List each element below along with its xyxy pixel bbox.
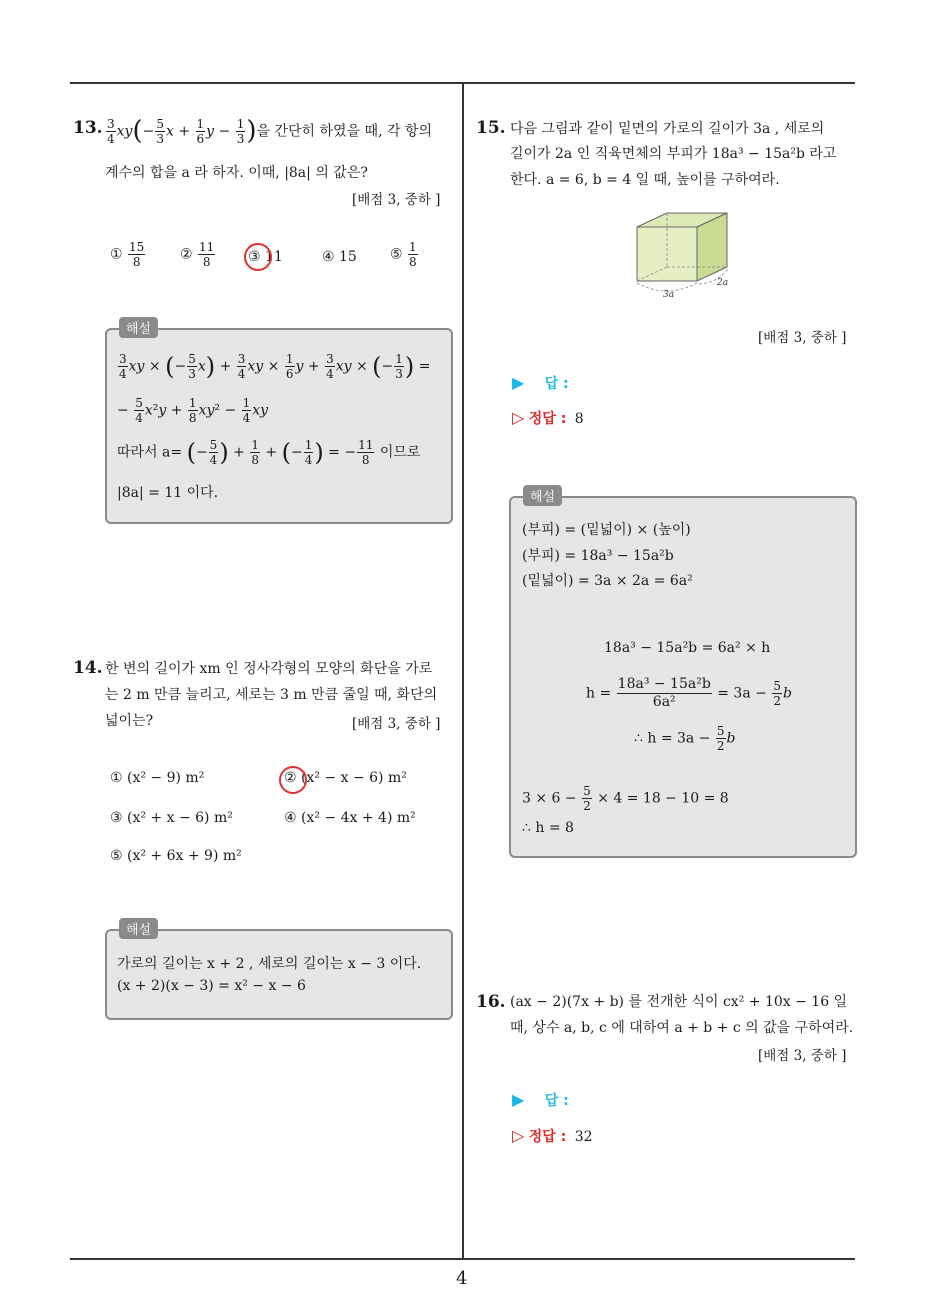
q15-correct-label: 정답 : bbox=[528, 411, 567, 427]
q15-correct-value: 8 bbox=[574, 411, 584, 427]
q13-solution-line3: 따라서 a= (− $\frac{5}{4}$ ) + $\frac{1}{8}$ + (− $\frac{1}{4}$ ) = − $\frac{11}{8}$ 이므로 bbox=[117, 438, 421, 467]
q14-solution-line2: (x + 2)(x − 3) = x² − x − 6 bbox=[117, 978, 306, 994]
q13-choice-3[interactable]: ③ 11 bbox=[248, 249, 283, 265]
q14-solution-box bbox=[105, 929, 453, 1020]
q14-score: [배점 3, 중하 ] bbox=[352, 716, 441, 732]
q13-choice-1[interactable]: ① $\frac{15}{8}$ bbox=[110, 240, 145, 269]
outline-arrow-icon: ▷ bbox=[512, 1126, 525, 1145]
q14-line1: 한 변의 길이가 xm 인 정사각형의 모양의 화단을 가로 bbox=[105, 661, 433, 677]
q14-choice-1[interactable]: ① (x² − 9) m² bbox=[110, 770, 205, 786]
q14-choice-2[interactable]: ② (x² − x − 6) m² bbox=[284, 770, 407, 786]
q15-solution-line3: (밑넓이) = 3a × 2a = 6a² bbox=[522, 573, 693, 589]
q15-solution-line8: ∴ h = 8 bbox=[522, 820, 574, 836]
q15-solution-line1: (부피) = (밑넓이) × (높이) bbox=[522, 522, 691, 538]
q16-line1: (ax − 2)(7x + b) 를 전개한 식이 cx² + 10x − 16 일 bbox=[510, 994, 848, 1010]
q13-solution-tag: 해설 bbox=[119, 317, 158, 338]
q14-solution-tag: 해설 bbox=[119, 918, 158, 939]
play-arrow-icon: ▶ bbox=[512, 1090, 525, 1109]
q15-line2: 길이가 2a 인 직육면체의 부피가 18a³ − 15a²b 라고 bbox=[510, 146, 837, 162]
q14-line2: 는 2 m 만큼 늘리고, 세로는 3 m 만큼 줄일 때, 화단의 bbox=[105, 687, 438, 703]
q15-solution-line7: 3 × 6 − $\frac{5}{2}$ × 4 = 18 − 10 = 8 bbox=[522, 784, 729, 813]
q16-answer-label: 답 : bbox=[544, 1093, 569, 1109]
q14-number: 14. bbox=[73, 658, 103, 678]
q14-choice-4[interactable]: ④ (x² − 4x + 4) m² bbox=[284, 810, 416, 826]
q13-choice-5[interactable]: ⑤ $\frac{1}{8}$ bbox=[390, 240, 417, 269]
q15-number: 15. bbox=[476, 118, 506, 138]
q13-text-tail: 을 간단히 하였을 때, 각 항의 bbox=[256, 123, 432, 140]
column-divider bbox=[462, 83, 464, 1258]
cuboid-figure bbox=[625, 205, 745, 300]
q15-solution-line2: (부피) = 18a³ − 15a²b bbox=[522, 548, 674, 564]
q16-number: 16. bbox=[476, 992, 506, 1012]
q13-solution-line1: $\frac{3}{4}$ xy × (− $\frac{5}{3}$ x) + $\frac{3}{4}$ xy × $\frac{1}{6}$ y + $\frac{3}{4}$ xy × (− $\frac{1}{3}$ ) = bbox=[119, 352, 431, 381]
q16-correct-value: 32 bbox=[574, 1129, 593, 1145]
q15-solution-line5: h = $\frac{\text{18a³ − 15a²b}}{\text{6a²}}$ = 3a − $\frac{5}{2}$ b bbox=[586, 676, 792, 710]
q14-line3: 넓이는? bbox=[105, 713, 154, 729]
q13-number: 13. bbox=[73, 118, 103, 138]
q15-solution-line4: 18a³ − 15a²b = 6a² × h bbox=[604, 640, 771, 656]
q16-answer-row[interactable] bbox=[512, 1090, 569, 1110]
q13-solution-line4: |8a| = 11 이다. bbox=[117, 485, 219, 501]
q15-solution-line6: ∴ h = 3a − $\frac{5}{2}$ b bbox=[634, 724, 736, 753]
cuboid-width-label: 3a bbox=[663, 290, 675, 300]
page-number: 4 bbox=[456, 1268, 468, 1289]
bottom-rule bbox=[70, 1258, 855, 1260]
q14-choice-5[interactable]: ⑤ (x² + 6x + 9) m² bbox=[110, 848, 242, 864]
q14-solution-line1: 가로의 길이는 x + 2 , 세로의 길이는 x − 3 이다. bbox=[117, 956, 422, 972]
q15-answer-label: 답 : bbox=[544, 376, 569, 392]
q15-line3: 한다. a = 6, b = 4 일 때, 높이를 구하여라. bbox=[510, 172, 780, 188]
q15-score: [배점 3, 중하 ] bbox=[758, 330, 847, 346]
q16-correct-label: 정답 : bbox=[528, 1129, 567, 1145]
q13-score: [배점 3, 중하 ] bbox=[352, 192, 441, 208]
q13-choice-2[interactable]: ② $\frac{11}{8}$ bbox=[180, 240, 215, 269]
play-arrow-icon: ▶ bbox=[512, 373, 525, 392]
q13-line2: 계수의 합을 a 라 하자. 이때, |8a| 의 값은? bbox=[105, 165, 368, 181]
q16-score: [배점 3, 중하 ] bbox=[758, 1048, 847, 1064]
q15-answer-row[interactable] bbox=[512, 373, 569, 393]
q13-solution-line2: − $\frac{5}{4}$ x²y + $\frac{1}{8}$ xy² − $\frac{1}{4}$ xy bbox=[117, 396, 269, 425]
q16-correct-row bbox=[512, 1126, 593, 1146]
outline-arrow-icon: ▷ bbox=[512, 408, 525, 427]
q14-selected-mark bbox=[279, 766, 307, 794]
q13-selected-mark bbox=[244, 243, 272, 271]
q15-solution-tag: 해설 bbox=[523, 485, 562, 506]
q14-choice-3[interactable]: ③ (x² + x − 6) m² bbox=[110, 810, 233, 826]
q15-line1: 다음 그림과 같이 밑면의 가로의 길이가 3a , 세로의 bbox=[510, 121, 825, 137]
q13-text: $\frac{3}{4}$ xy(− $\frac{5}{3}$ x + $\frac{1}{6}$ y − $\frac{1}{3}$ )을 간단히 하였을 때, 각 항의 bbox=[107, 116, 432, 146]
q15-correct-row bbox=[512, 408, 584, 428]
q13-choice-4[interactable]: ④ 15 bbox=[322, 249, 357, 265]
q16-line2: 때, 상수 a, b, c 에 대하여 a + b + c 의 값을 구하여라. bbox=[510, 1020, 854, 1036]
cuboid-depth-label: 2a bbox=[717, 278, 729, 288]
